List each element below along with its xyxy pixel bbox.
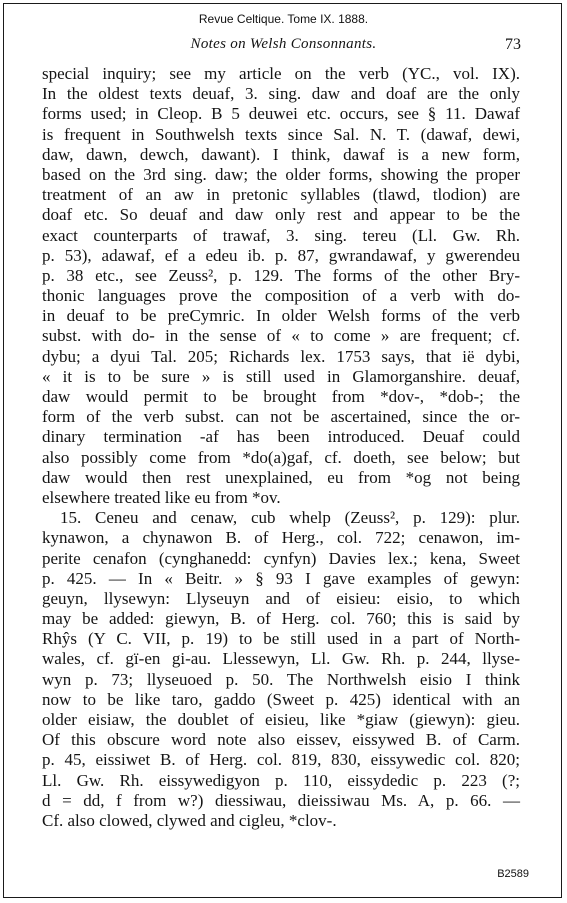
text-line: wyn p. 73; llyseuoed p. 50. The Northwelsh eisio I think bbox=[42, 669, 520, 689]
text-line: In the oldest texts deuaf, 3. sing. daw and doaf are the only bbox=[42, 84, 520, 104]
text-line: treatment of an aw in pretonic syllables (tlawd, tlodion) are bbox=[42, 185, 520, 205]
text-line: also possibly come from *do(a)gaf, cf. doeth, see below; but bbox=[42, 447, 520, 467]
text-line: exact counterparts of trawaf, 3. sing. tereu (Ll. Gw. Rh. bbox=[42, 225, 520, 245]
text-line: kynawon, a chynawon B. of Herg., col. 722; cenawon, im- bbox=[42, 528, 520, 548]
source-caption: Revue Celtique. Tome IX. 1888. bbox=[198, 12, 369, 26]
text-line: Of this obscure word note also eissev, eissywed B. of Carm. bbox=[42, 730, 520, 750]
text-line: p. 45, eissiwet B. of Herg. col. 819, 830, eissywedic col. 820; bbox=[42, 750, 520, 770]
text-line: form of the verb subst. can not be ascertained, since the or- bbox=[42, 407, 520, 427]
text-line: p. 425. — In « Beitr. » § 93 I gave examples of gewyn: bbox=[42, 568, 520, 588]
running-header bbox=[0, 36, 567, 58]
text-line: doaf etc. So deuaf and daw only rest and appear to be the bbox=[42, 205, 520, 225]
text-line: daw, dawn, dewch, dawant). I think, dawaf is a new form, bbox=[42, 144, 520, 164]
text-line: Rhŷs (Y C. VII, p. 19) to be still used in a part of North- bbox=[42, 629, 520, 649]
text-line: p. 53), adawaf, ef a edeu ib. p. 87, gwrandawaf, y gwerendeu bbox=[42, 245, 520, 265]
text-line: « it is to be sure » is still used in Glamorganshire. deuaf, bbox=[42, 366, 520, 386]
text-line: daw would permit to be brought from *dov-, *dob-; the bbox=[42, 387, 520, 406]
text-line: dybu; a dyui Tal. 205; Richards lex. 1753 says, that ië dybi, bbox=[42, 346, 520, 366]
text-line: forms used; in Cleop. B 5 deuwei etc. occurs, see § 11. Dawaf bbox=[42, 104, 520, 124]
document-stamp: B2589 bbox=[497, 868, 529, 880]
text-line: now to be like taro, gaddo (Sweet p. 425) identical with an bbox=[42, 689, 520, 709]
text-line: in deuaf to be preCymric. In older Welsh forms of the verb bbox=[42, 306, 520, 326]
text-line: Ll. Gw. Rh. eissywedigyon p. 110, eissydedic p. 223 (?; bbox=[42, 770, 520, 790]
body-text bbox=[42, 64, 520, 831]
text-line: geuyn, llysewyn: Llyseuyn and of eisieu: eisio, to which bbox=[42, 588, 520, 608]
text-line: p. 38 etc., see Zeuss², p. 129. The forms of the other Bry- bbox=[42, 265, 520, 285]
text-line: based on the 3rd sing. daw; the older forms, showing the proper bbox=[42, 164, 520, 184]
text-line: older eisiaw, the doublet of eisieu, like *giaw (giewyn): gieu. bbox=[42, 710, 520, 729]
text-line: special inquiry; see my article on the verb (YC., vol. IX). bbox=[42, 64, 520, 83]
text-line: daw would then rest unexplained, eu from *og not being bbox=[42, 467, 520, 487]
text-line: dinary termination -af has been introduced. Deuaf could bbox=[42, 427, 520, 447]
text-line: elsewhere treated like eu from *ov. bbox=[42, 487, 281, 507]
text-line: d = dd, f from w?) diessiwau, dieissiwau Ms. A, p. 66. — bbox=[42, 790, 520, 810]
text-line: is frequent in Southwelsh texts since Sal. N. T. (dawaf, dewi, bbox=[42, 124, 520, 144]
text-line: wales, cf. gï-en gi-au. Llessewyn, Ll. Gw. Rh. p. 244, llyse- bbox=[42, 649, 520, 669]
text-line: perite cenafon (cynghanedd: cynfyn) Davies lex.; kena, Sweet bbox=[42, 548, 520, 568]
text-line: thonic languages prove the composition of a verb with do- bbox=[42, 286, 520, 306]
text-line: 15. Ceneu and cenaw, cub whelp (Zeuss², p. 129): plur. bbox=[60, 508, 520, 528]
text-line: may be added: giewyn, B. of Herg. col. 760; this is said by bbox=[42, 609, 520, 629]
page-number: 73 bbox=[505, 36, 521, 53]
running-title: Notes on Welsh Consonnants. bbox=[190, 36, 377, 52]
text-line: subst. with do- in the sense of « to come » are frequent; cf. bbox=[42, 326, 520, 346]
text-line: Cf. also clowed, clywed and cigleu, *clov-. bbox=[42, 810, 337, 830]
